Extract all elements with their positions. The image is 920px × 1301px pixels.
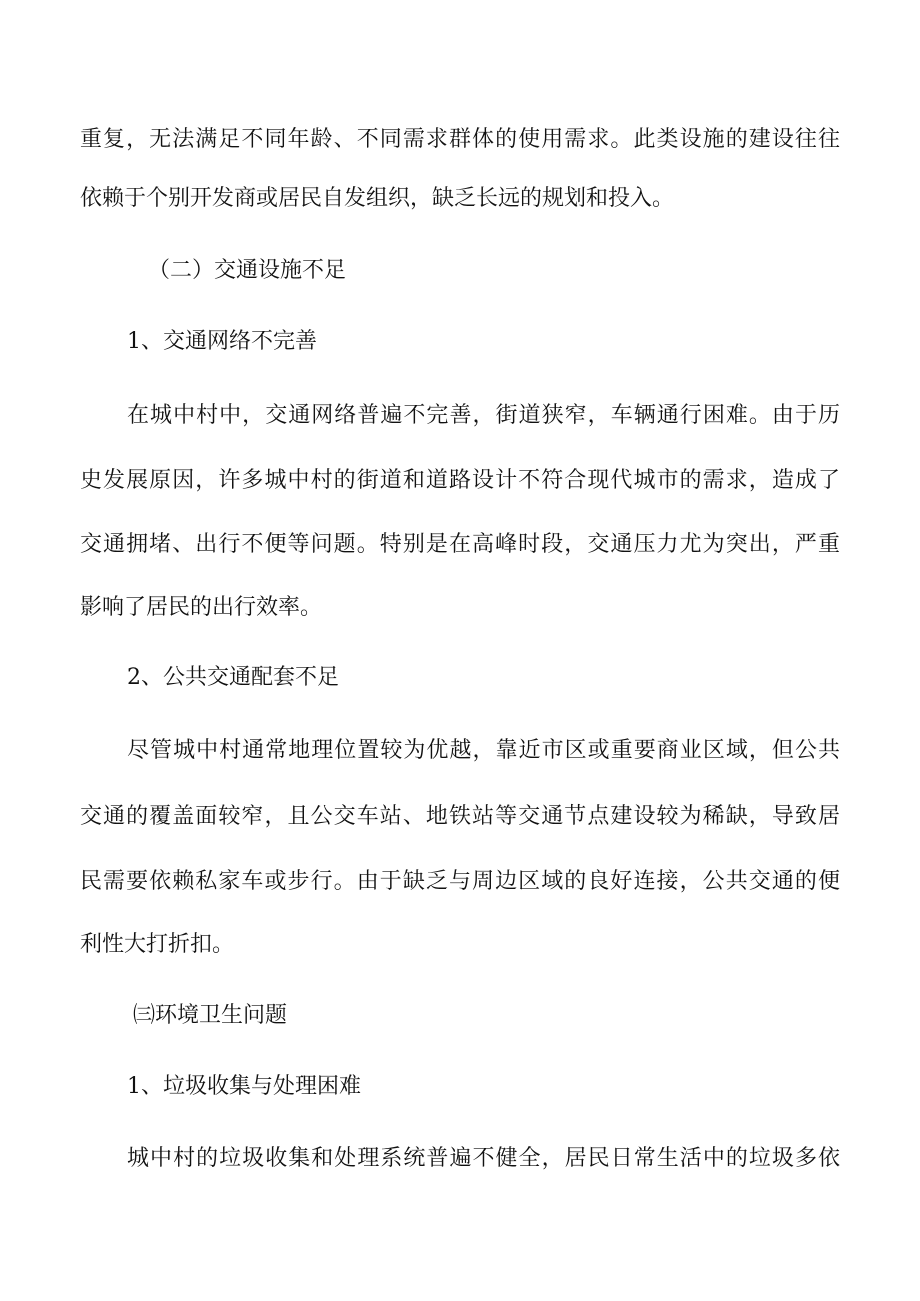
sub-heading: 1、交通网络不完善 [127,329,317,354]
paragraph-line: 城中村的垃圾收集和处理系统普遍不健全，居民日常生活中的垃圾多依 [127,1146,840,1171]
paragraph-line: 史发展原因，许多城中村的街道和道路设计不符合现代城市的需求，造成了 [80,468,840,493]
section-heading: （二）交通设施不足 [148,258,347,283]
sub-heading: 2、公共交通配套不足 [127,665,339,690]
paragraph-line: 影响了居民的出行效率。 [80,595,323,620]
paragraph-line: 依赖于个别开发商或居民自发组织，缺乏长远的规划和投入。 [80,186,675,211]
paragraph-line: 民需要依赖私家车或步行。由于缺乏与周边区域的良好连接，公共交通的便 [80,869,840,894]
paragraph-line: 在城中村中，交通网络普遍不完善，街道狭窄，车辆通行困难。由于历 [127,403,840,428]
paragraph-line: 交通的覆盖面较窄，且公交车站、地铁站等交通节点建设较为稀缺，导致居 [80,804,840,829]
paragraph-line: 利性大打折扣。 [80,932,235,957]
paragraph-line: 尽管城中村通常地理位置较为优越，靠近市区或重要商业区域，但公共 [127,738,840,763]
sub-heading: 1、垃圾收集与处理困难 [127,1074,361,1099]
section-heading: ㈢环境卫生问题 [133,1003,288,1028]
paragraph-line: 重复，无法满足不同年龄、不同需求群体的使用需求。此类设施的建设往往 [80,127,840,152]
paragraph-line: 交通拥堵、出行不便等问题。特别是在高峰时段，交通压力尤为突出，严重 [80,532,840,557]
